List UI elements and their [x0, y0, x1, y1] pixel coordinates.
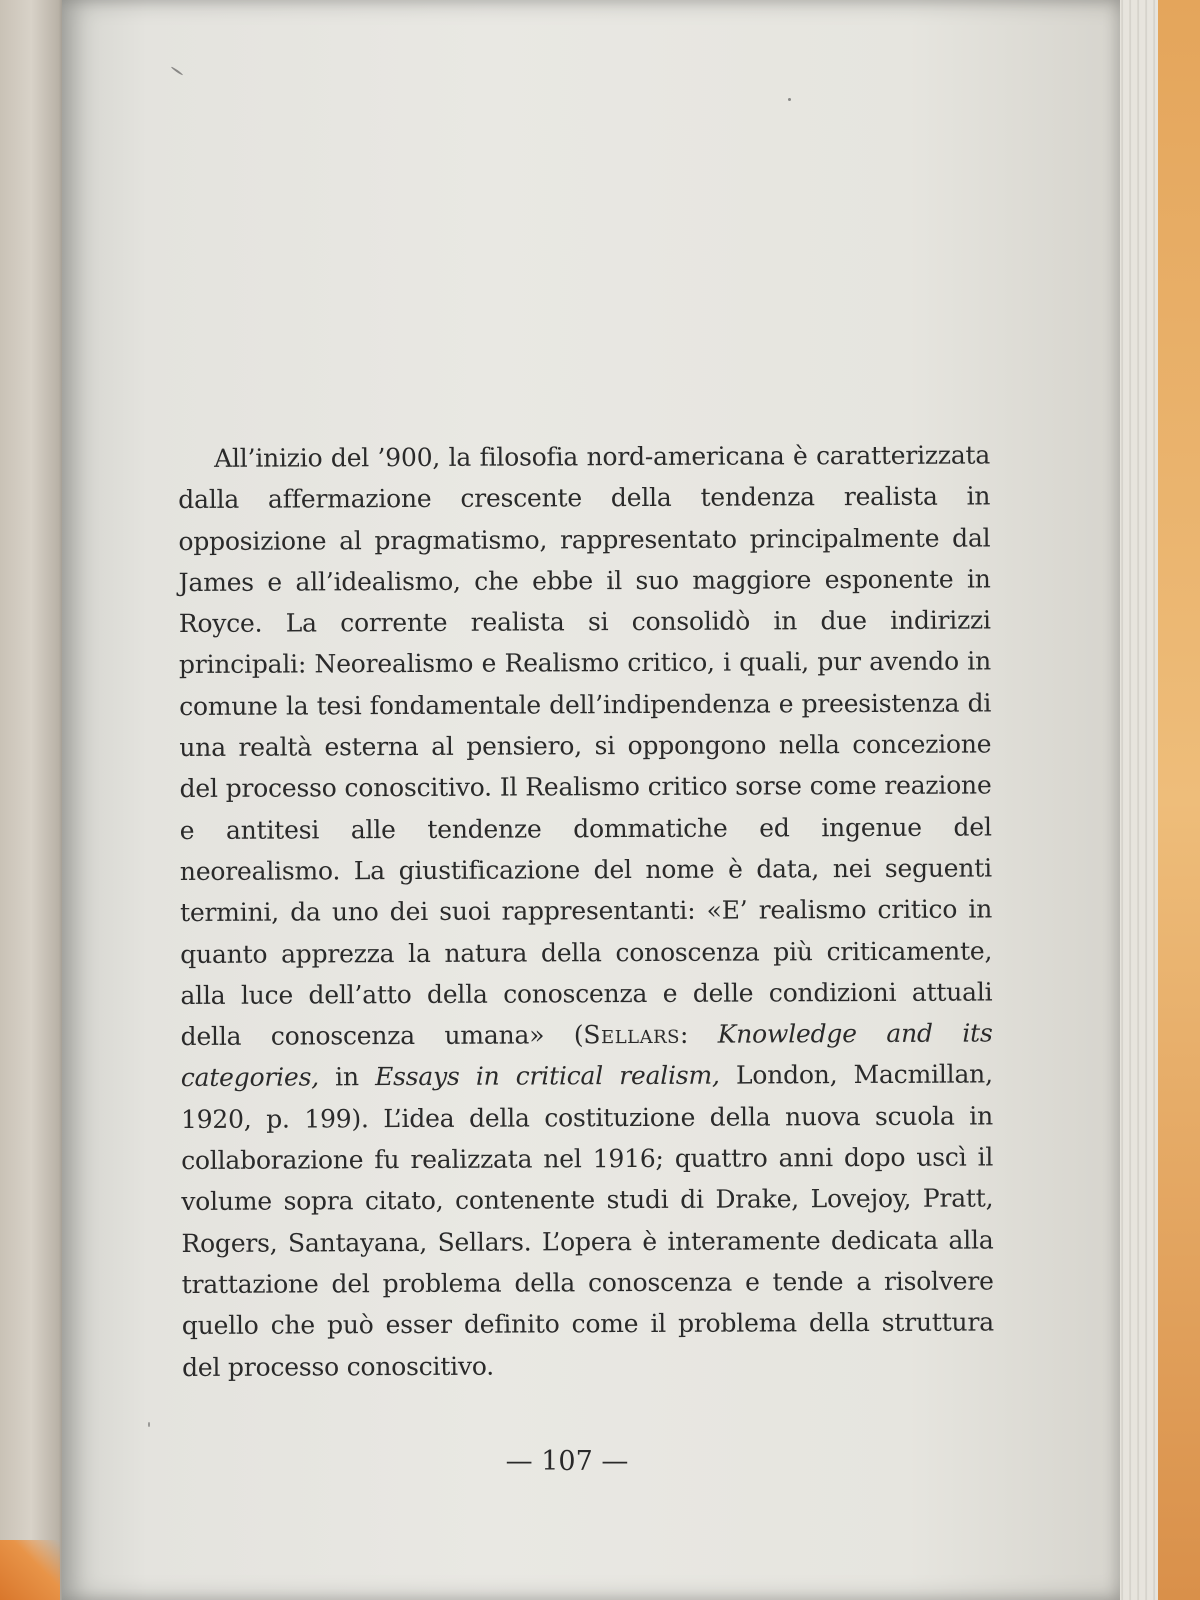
author-name: Sellars: [583, 1019, 681, 1050]
cover-edge-right: [1158, 0, 1200, 1600]
cover-edge: [0, 1540, 60, 1600]
page-speck: [788, 98, 791, 101]
paragraph-text: in: [318, 1062, 376, 1092]
page-number: — 107 —: [505, 1446, 629, 1477]
page-speck: [148, 1422, 150, 1427]
book-page: [62, 0, 1120, 1600]
book-title: Essays in critical realism,: [374, 1061, 720, 1092]
paragraph-text: All’inizio del ’900, la filosofia nord-americana è caratterizzata dalla affermazione crescente della tendenza realista in opposizione al pragmatismo, rappresentato principalmente dal James e all’idealismo, che ebbe il suo maggiore esponente in Royce. La corrente realista si consolidò in due indirizzi principali: Neorealismo e Realismo critico, i quali, pur avendo in comune la tesi fondamentale dell’indipendenza e preesistenza di una realtà esterna al pensiero, si oppongono nella concezione del processo conoscitivo. Il Realismo critico sorse come reazione e antitesi alle tendenze dommatiche ed ingenue del neorealismo. La giustificazione del nome è data, nei seguenti termini, da uno dei suoi rappresentanti: «E’ realismo critico in quanto apprezza la natura della conoscenza più criticamente, alla luce dell’atto della conoscenza e delle condizioni attuali della conoscenza umana» (: [178, 440, 993, 1052]
paragraph-text: :: [679, 1019, 718, 1049]
paragraph-text: London, Macmillan, 1920, p. 199). L’idea della costituzione della nuova scuola in collaborazione fu realizzata nel 1916; quattro anni dopo uscì il volume sopra citato, contenente studi di Drake, Lovejoy, Pratt, Rogers, Santayana, Sellars. L’opera è interamente dedicata alla trattazione del problema della conoscenza e tende a risolvere quello che può esser definito come il problema della struttura del processo conoscitivo.: [180, 1059, 994, 1382]
work-title: Knowledge and its categories,: [180, 1018, 993, 1093]
page-speck: [171, 66, 184, 76]
body-paragraph: [178, 434, 994, 1387]
